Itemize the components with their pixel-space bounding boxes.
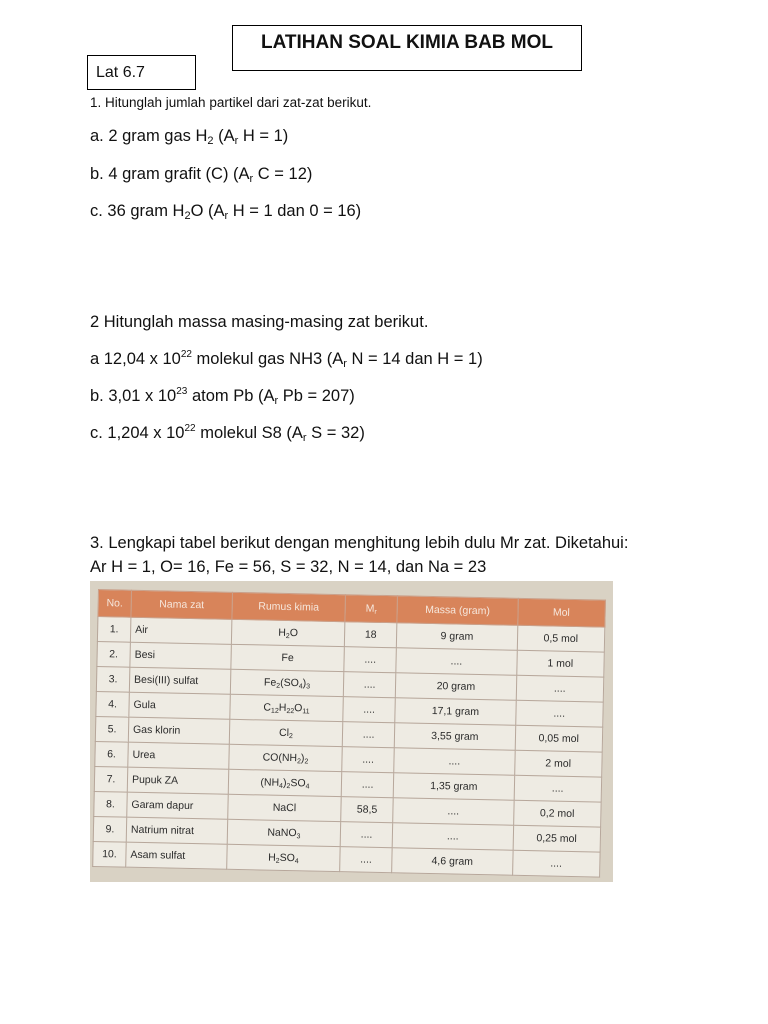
cell-nama: Gas klorin [128, 717, 230, 744]
cell-massa: .... [392, 823, 513, 851]
cell-rumus: H2SO4 [227, 844, 341, 871]
cell-nama: Urea [128, 742, 230, 769]
cell-mol: 0,2 mol [513, 800, 601, 827]
cell-mr: .... [344, 647, 397, 673]
cell-mr: .... [340, 822, 393, 848]
header-no: No. [98, 590, 132, 618]
cell-rumus: Cl2 [229, 719, 343, 746]
cell-mol: .... [514, 775, 602, 802]
q2-intro: 2 Hitunglah massa masing-masing zat berikut. [90, 313, 429, 331]
cell-no: 1. [97, 617, 131, 643]
cell-mr: .... [342, 722, 395, 748]
q1-intro: 1. Hitunglah jumlah partikel dari zat-zat berikut. [90, 95, 372, 110]
cell-massa: 20 gram [396, 673, 517, 701]
header-mr: Mr [345, 595, 398, 623]
q3-line-2: Ar H = 1, O= 16, Fe = 56, S = 32, N = 14, dan Na = 23 [90, 558, 487, 576]
cell-mol: 0,25 mol [513, 825, 601, 852]
cell-rumus: (NH4)2SO4 [228, 769, 342, 796]
cell-massa: 17,1 gram [395, 698, 516, 726]
q1-item-b: b. 4 gram grafit (C) ($A_r$ C = 12) [90, 165, 313, 185]
q3-line-1: 3. Lengkapi tabel berikut dengan menghitung lebih dulu Mr zat. Diketahui: [90, 534, 629, 552]
cell-mr: .... [343, 672, 396, 698]
cell-mr: 18 [344, 622, 397, 648]
q2-item-b: b. 3,01 x $10^{23}$ atom Pb ($A_r$ Pb = 207) [90, 386, 355, 407]
header-rumus: Rumus kimia [232, 592, 346, 621]
cell-mr: .... [341, 772, 394, 798]
q2-item-c: c. 1,204 x $10^{22}$ molekul S8 ($A_r$ S = 32) [90, 423, 365, 444]
cell-massa: 9 gram [397, 623, 518, 651]
cell-mol: 1 mol [516, 650, 604, 677]
cell-rumus: CO(NH2)2 [229, 744, 343, 771]
cell-no: 6. [95, 741, 129, 767]
header-massa: Massa (gram) [397, 596, 518, 626]
cell-rumus: NaCl [228, 794, 342, 821]
cell-massa: .... [396, 648, 517, 676]
cell-no: 9. [93, 816, 127, 842]
cell-mol: 2 mol [514, 750, 602, 777]
cell-mol: 0,5 mol [517, 625, 605, 652]
cell-massa: .... [394, 748, 515, 776]
mol-table [92, 589, 606, 878]
cell-nama: Pupuk ZA [127, 767, 229, 794]
cell-rumus: NaNO3 [227, 819, 341, 846]
cell-mol: 0,05 mol [515, 725, 603, 752]
cell-mr: .... [342, 747, 395, 773]
cell-mr: .... [343, 697, 396, 723]
cell-nama: Gula [129, 692, 231, 719]
cell-massa: 4,6 gram [392, 848, 513, 876]
cell-nama: Garam dapur [127, 792, 229, 819]
cell-no: 2. [97, 641, 131, 667]
cell-mr: 58,5 [341, 797, 394, 823]
q1-item-c: c. 36 gram $H_2O$ ($A_r$ H = 1 dan 0 = 16) [90, 202, 362, 222]
cell-no: 10. [93, 841, 127, 867]
header-nama: Nama zat [131, 590, 233, 619]
cell-rumus: Fe [231, 644, 345, 671]
cell-massa: .... [393, 798, 514, 826]
cell-no: 4. [96, 691, 130, 717]
cell-massa: 3,55 gram [394, 723, 515, 751]
cell-mol: .... [516, 675, 604, 702]
cell-mol: .... [512, 850, 600, 877]
cell-nama: Besi [130, 642, 232, 669]
cell-nama: Asam sulfat [126, 842, 228, 869]
cell-rumus: H2O [231, 619, 345, 646]
cell-mol: .... [515, 700, 603, 727]
page-title: LATIHAN SOAL KIMIA BAB MOL [232, 25, 582, 71]
q2-item-a: a 12,04 x $10^{22}$ molekul gas NH3 ($A_r$ N = 14 dan H = 1) [90, 349, 483, 370]
exercise-label: Lat 6.7 [87, 55, 196, 90]
cell-nama: Air [130, 617, 232, 644]
cell-no: 3. [96, 666, 130, 692]
cell-no: 5. [95, 716, 129, 742]
cell-no: 7. [94, 766, 128, 792]
q1-item-a: a. 2 gram gas $H_2$ ($A_r$ H = 1) [90, 127, 289, 147]
cell-nama: Natrium nitrat [126, 817, 228, 844]
table-photo [90, 581, 613, 882]
header-mol: Mol [517, 598, 605, 627]
cell-no: 8. [94, 791, 128, 817]
cell-massa: 1,35 gram [393, 773, 514, 801]
cell-mr: .... [340, 847, 393, 873]
cell-rumus: Fe2(SO4)3 [230, 669, 344, 696]
cell-nama: Besi(III) sulfat [129, 667, 231, 694]
cell-rumus: C12H22O11 [230, 694, 344, 721]
